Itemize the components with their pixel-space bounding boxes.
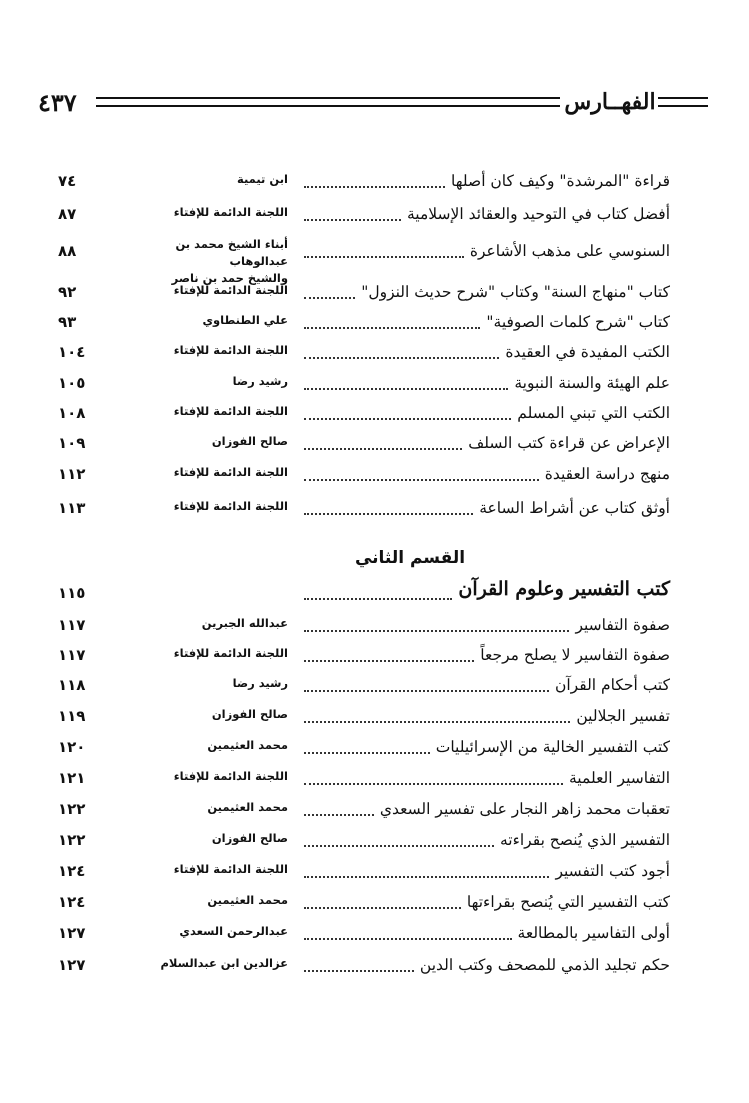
entry-page-number: ١٠٨: [58, 404, 86, 422]
dot-leader: [304, 897, 461, 909]
dot-leader: [304, 650, 474, 662]
entry-page-number: ٧٤: [58, 172, 77, 190]
entry-page-number: ٩٣: [58, 313, 77, 331]
index-row: [58, 398, 670, 428]
entry-title: صفوة التفاسير لا يصلح مرجعاً: [480, 646, 670, 664]
dot-leader: [304, 176, 445, 188]
author-line: محمد العثيمين: [207, 893, 288, 907]
index-row: [58, 166, 670, 196]
entry-page-number: ١٢٢: [58, 831, 86, 849]
dot-leader: [304, 804, 374, 816]
entry-page-number: ١١٢: [58, 465, 86, 483]
index-row: [58, 794, 670, 824]
dot-leader: [304, 680, 549, 692]
entry-author: [113, 172, 288, 186]
entry-title: تفسير الجلالين: [576, 707, 670, 725]
header-rule: [96, 97, 560, 107]
dot-leader: [304, 469, 539, 481]
entry-title: أفضل كتاب في التوحيد والعقائد الإسلامية: [406, 205, 670, 223]
entry-page-number: ١١٧: [58, 646, 86, 664]
dot-leader: [304, 408, 511, 420]
entry-page-number: ١٢٠: [58, 738, 86, 756]
index-row: [58, 428, 670, 458]
index-row: [58, 277, 670, 307]
dot-leader: [304, 620, 569, 632]
index-row: [58, 732, 670, 762]
entry-author: [113, 499, 288, 513]
entry-title: الإعراض عن قراءة كتب السلف: [468, 434, 670, 452]
author-line: اللجنة الدائمة للإفتاء: [173, 465, 288, 479]
index-row: [58, 307, 670, 337]
index-row: [58, 950, 670, 980]
entry-author: [113, 404, 288, 418]
author-line: اللجنة الدائمة للإفتاء: [173, 205, 288, 219]
entry-page-number: ١٢٤: [58, 862, 86, 880]
dot-leader: [304, 317, 480, 329]
author-line: والشيخ حمد بن ناصر: [171, 271, 288, 285]
entry-title: كتب أحكام القرآن: [554, 676, 670, 694]
entry-author: [113, 862, 288, 876]
header-title: الفهــارس: [564, 89, 656, 115]
entry-author: [113, 800, 288, 814]
entry-page-number: ١١٥: [58, 584, 86, 602]
entry-page-number: ١١٨: [58, 676, 86, 694]
author-line: عبدالرحمن السعدي: [179, 924, 288, 938]
index-row: [58, 337, 670, 367]
entry-author: [113, 924, 288, 938]
entry-title: التفسير الذي يُنصح بقراءته: [499, 831, 670, 849]
author-line: محمد العثيمين: [207, 738, 288, 752]
dot-leader: [304, 246, 464, 258]
entry-page-number: ٨٨: [58, 242, 77, 260]
entry-title: منهج دراسة العقيدة: [544, 465, 670, 483]
dot-leader: [304, 960, 414, 972]
index-row: [58, 610, 670, 640]
author-line: محمد العثيمين: [207, 800, 288, 814]
entry-author: [113, 434, 288, 448]
index-row: [58, 825, 670, 855]
index-row: [58, 493, 670, 523]
entry-title: السنوسي على مذهب الأشاعرة: [469, 242, 670, 260]
dot-leader: [304, 438, 462, 450]
entry-author: [113, 374, 288, 388]
author-line: اللجنة الدائمة للإفتاء: [173, 499, 288, 513]
dot-leader: [304, 835, 494, 847]
entry-title: تعقبات محمد زاهر النجار على تفسير السعدي: [379, 800, 670, 818]
entry-author: [113, 893, 288, 907]
author-line: صالح الفوزان: [211, 831, 288, 845]
author-line: أبناء الشيخ محمد بن عبدالوهاب: [175, 237, 288, 268]
author-line: صالح الفوزان: [211, 434, 288, 448]
dot-leader: [304, 711, 570, 723]
index-row: [58, 199, 670, 229]
index-row: [58, 236, 670, 285]
entry-page-number: ١٢١: [58, 769, 86, 787]
header-rule-short: [658, 97, 708, 107]
index-row: [58, 368, 670, 398]
entry-title: التفاسير العلمية: [569, 769, 670, 787]
author-line: اللجنة الدائمة للإفتاء: [173, 283, 288, 297]
entry-author: [113, 738, 288, 752]
entry-title: كتب التفسير وعلوم القرآن: [458, 578, 670, 600]
entry-title: كتب التفسير التي يُنصح بقراءتها: [466, 893, 670, 911]
entry-author: [113, 676, 288, 690]
entry-page-number: ١٢٤: [58, 893, 86, 911]
entry-title: أجود كتب التفسير: [555, 862, 670, 880]
entry-author: [113, 831, 288, 845]
index-row: [58, 887, 670, 917]
page-number: ٤٣٧: [38, 88, 77, 117]
index-row: [58, 856, 670, 886]
entry-title: كتب التفسير الخالية من الإسرائيليات: [435, 738, 670, 756]
entry-title: حكم تجليد الذمي للمصحف وكتب الدين: [419, 956, 670, 974]
entry-title: قراءة "المرشدة" وكيف كان أصلها: [451, 172, 670, 190]
entry-author: [113, 616, 288, 630]
index-row: [58, 701, 670, 731]
author-line: اللجنة الدائمة للإفتاء: [173, 769, 288, 783]
page-header: [38, 88, 710, 122]
dot-leader: [304, 928, 512, 940]
entry-title: الكتب التي تبني المسلم: [517, 404, 670, 422]
entry-title: علم الهيئة والسنة النبوية: [514, 374, 670, 392]
entry-author: [113, 465, 288, 479]
entry-page-number: ١٠٤: [58, 343, 86, 361]
entry-author: [113, 283, 288, 297]
index-row: [58, 670, 670, 700]
author-line: اللجنة الدائمة للإفتاء: [173, 646, 288, 660]
author-line: علي الطنطاوي: [202, 313, 288, 327]
entry-page-number: ١١٣: [58, 499, 86, 517]
entry-page-number: ١٠٩: [58, 434, 86, 452]
author-line: رشيد رضا: [232, 374, 288, 388]
dot-leader: [304, 287, 355, 299]
entry-author: [113, 205, 288, 219]
index-row: [58, 763, 670, 793]
entry-title: كتاب "شرح كلمات الصوفية": [486, 313, 670, 331]
dot-leader: [304, 588, 452, 600]
entry-author: [113, 646, 288, 660]
entry-page-number: ٩٢: [58, 283, 77, 301]
index-row: [58, 640, 670, 670]
dot-leader: [304, 378, 508, 390]
entry-author: [113, 707, 288, 721]
author-line: رشيد رضا: [232, 676, 288, 690]
author-line: ابن تيمية: [236, 172, 288, 186]
entry-page-number: ١٢٧: [58, 956, 86, 974]
entry-author: [113, 956, 288, 970]
dot-leader: [304, 347, 499, 359]
entry-page-number: ١٢٢: [58, 800, 86, 818]
author-line: اللجنة الدائمة للإفتاء: [173, 862, 288, 876]
entry-author: [113, 313, 288, 327]
entry-title: أوثق كتاب عن أشراط الساعة: [479, 499, 670, 517]
entry-page-number: ١٠٥: [58, 374, 86, 392]
entry-title: كتاب "منهاج السنة" وكتاب "شرح حديث النزول": [361, 283, 670, 301]
entry-author: [113, 343, 288, 357]
dot-leader: [304, 209, 401, 221]
entry-page-number: ١١٩: [58, 707, 86, 725]
dot-leader: [304, 503, 473, 515]
entry-title: أولى التفاسير بالمطالعة: [517, 924, 670, 942]
section-heading: القسم الثاني: [354, 548, 466, 568]
author-line: اللجنة الدائمة للإفتاء: [173, 343, 288, 357]
entry-page-number: ١٢٧: [58, 924, 86, 942]
entry-title: الكتب المفيدة في العقيدة: [505, 343, 670, 361]
author-line: اللجنة الدائمة للإفتاء: [173, 404, 288, 418]
entry-page-number: ٨٧: [58, 205, 77, 223]
author-line: عزالدين ابن عبدالسلام: [160, 956, 288, 970]
index-row: [58, 459, 670, 489]
index-row: [58, 918, 670, 948]
entry-title: صفوة التفاسير: [575, 616, 670, 634]
dot-leader: [304, 866, 549, 878]
entry-page-number: ١١٧: [58, 616, 86, 634]
dot-leader: [304, 742, 430, 754]
author-line: عبدالله الجبرين: [201, 616, 288, 630]
entry-author: [113, 769, 288, 783]
dot-leader: [304, 773, 563, 785]
author-line: صالح الفوزان: [211, 707, 288, 721]
index-heading-row: [58, 578, 670, 608]
